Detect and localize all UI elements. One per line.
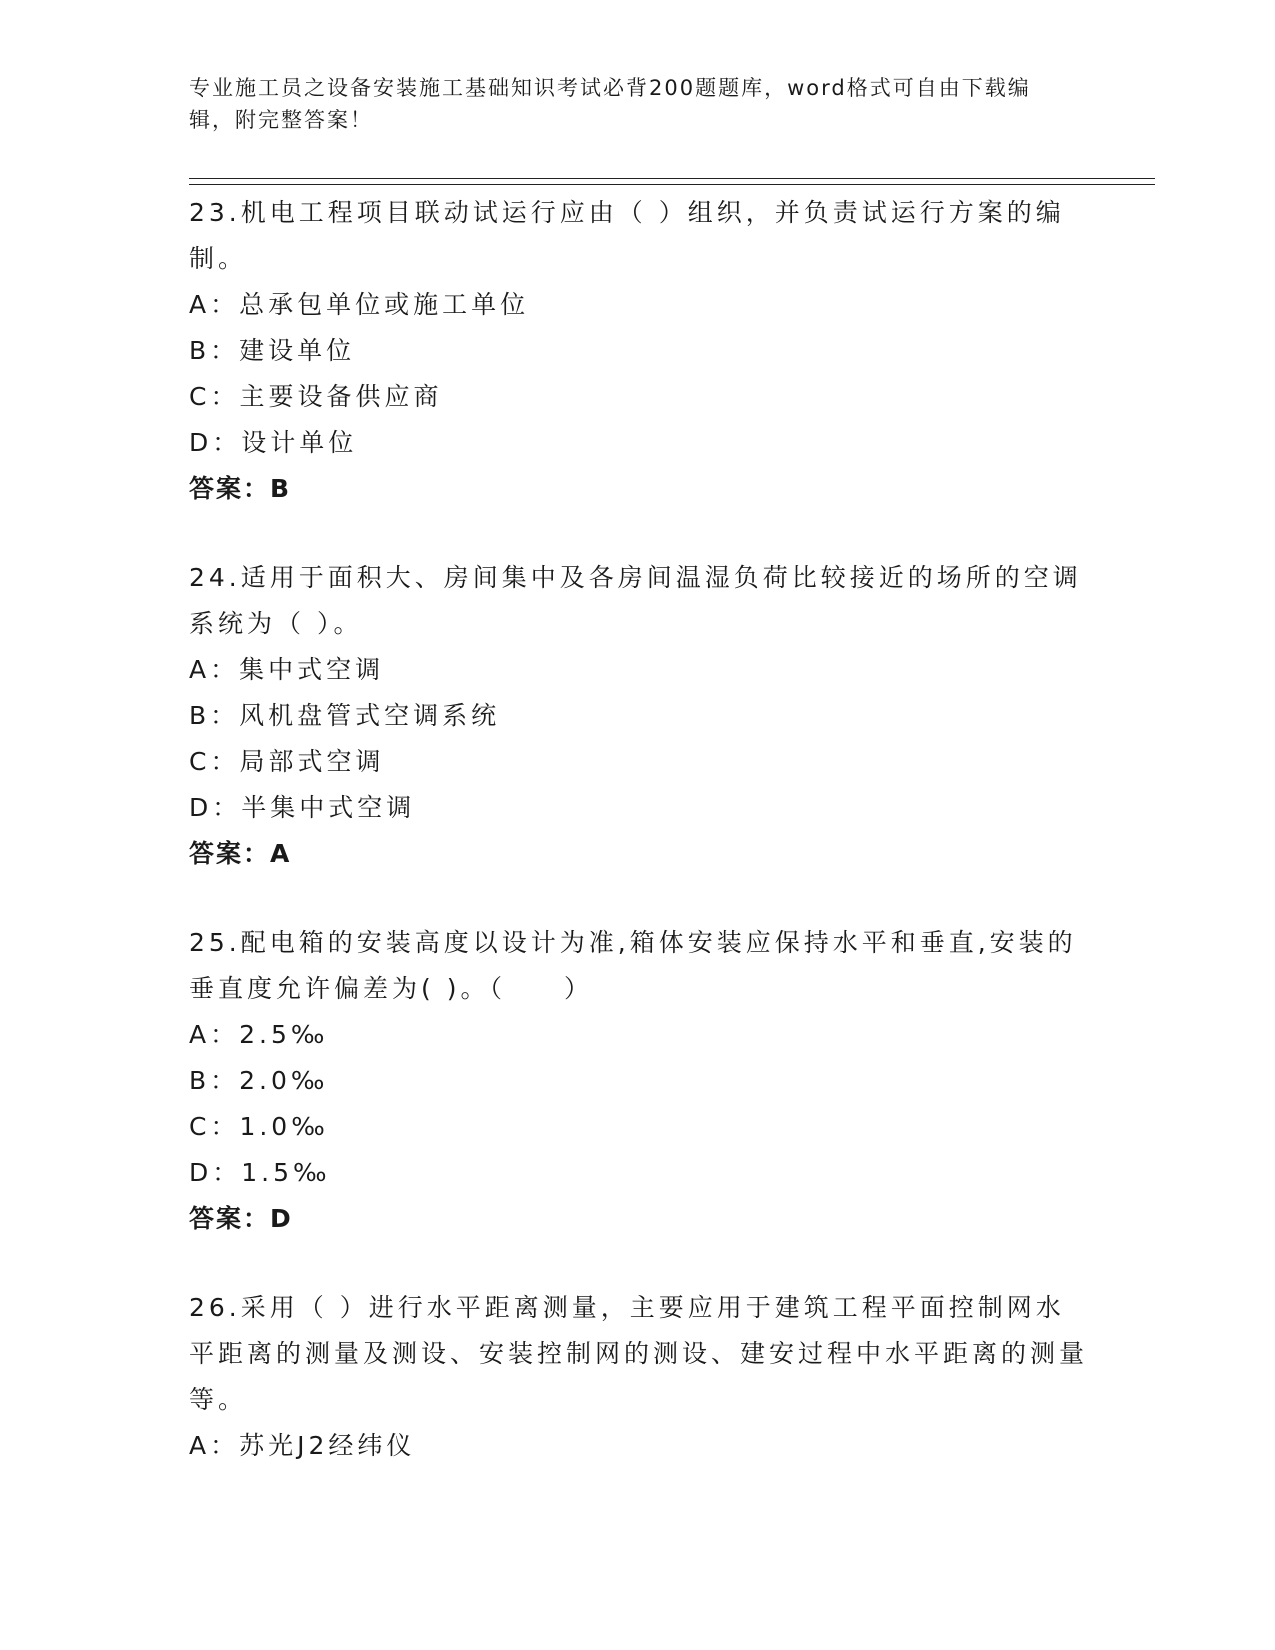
question-24 xyxy=(189,555,1089,877)
question-text: 23.机电工程项目联动试运行应由（ ）组织，并负责试运行方案的编制。 xyxy=(189,198,1065,273)
option-d: D：半集中式空调 xyxy=(189,793,416,822)
question-text: 24.适用于面积大、房间集中及各房间温湿负荷比较接近的场所的空调系统为（ ）。 xyxy=(189,563,1082,638)
option-a: A：集中式空调 xyxy=(189,655,385,684)
header-rule-bottom xyxy=(189,184,1155,185)
option-b: B：2.0‰ xyxy=(189,1066,329,1095)
option-a: A：总承包单位或施工单位 xyxy=(189,290,530,319)
option-d: D：1.5‰ xyxy=(189,1158,331,1187)
option-a: A：2.5‰ xyxy=(189,1020,329,1049)
option-c: C：局部式空调 xyxy=(189,747,385,776)
document-header: 专业施工员之设备安装施工基础知识考试必背200题题库，word格式可自由下载编辑，附完整答案！ xyxy=(189,76,1031,132)
option-c: C：主要设备供应商 xyxy=(189,382,443,411)
option-a: A：苏光J2经纬仪 xyxy=(189,1431,416,1460)
question-text: 25.配电箱的安装高度以设计为准,箱体安装应保持水平和垂直,安装的垂直度允许偏差为( )。（ ） xyxy=(189,928,1077,1003)
answer: 答案：B xyxy=(189,474,292,503)
answer: 答案：D xyxy=(189,1204,293,1233)
option-b: B：建设单位 xyxy=(189,336,356,365)
question-text: 26.采用（ ）进行水平距离测量，主要应用于建筑工程平面控制网水平距离的测量及测设、安装控制网的测设、建安过程中水平距离的测量等。 xyxy=(189,1293,1089,1414)
question-26 xyxy=(189,1285,1089,1469)
question-25 xyxy=(189,920,1089,1242)
question-23 xyxy=(189,190,1089,512)
option-d: D：设计单位 xyxy=(189,428,358,457)
option-c: C：1.0‰ xyxy=(189,1112,329,1141)
question-list xyxy=(189,190,1089,1512)
answer: 答案：A xyxy=(189,839,292,868)
option-b: B：风机盘管式空调系统 xyxy=(189,701,501,730)
header-rule-top xyxy=(189,178,1155,179)
